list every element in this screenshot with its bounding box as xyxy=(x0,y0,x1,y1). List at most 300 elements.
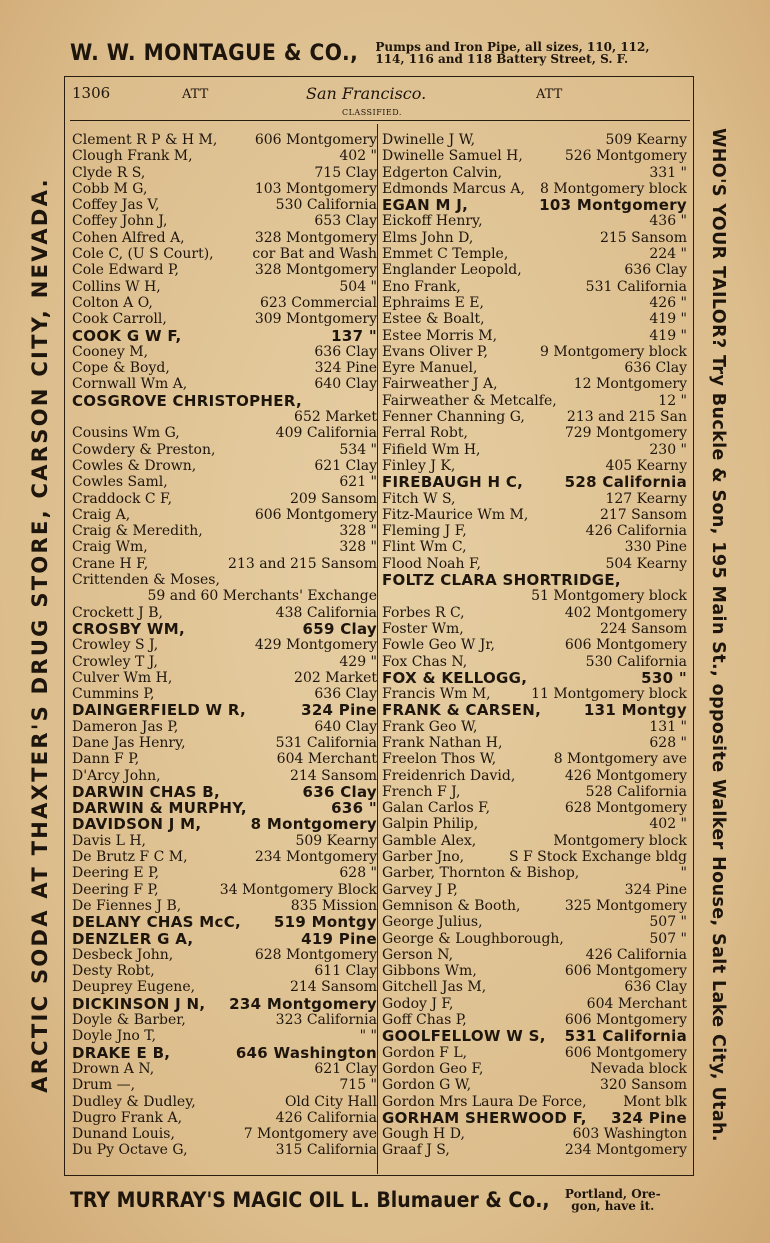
entry-address: 131 Montgy xyxy=(583,702,687,719)
directory-entry xyxy=(382,996,687,1012)
entry-address: 729 Montgomery xyxy=(564,425,687,442)
entry-address: " " xyxy=(359,1028,377,1045)
directory-entry xyxy=(72,442,377,458)
entry-name: Gemnison & Booth, xyxy=(382,897,521,914)
left-side-advertisement xyxy=(20,90,60,1180)
entry-name: Gitchell Jas M, xyxy=(382,979,487,996)
entry-address: 202 Market xyxy=(294,669,377,686)
entry-name: Crockett J B, xyxy=(72,604,163,621)
entry-name: Galpin Philip, xyxy=(382,816,479,833)
entry-address: 328 " xyxy=(339,523,377,540)
entry-address: 131 " xyxy=(649,718,687,735)
directory-entry xyxy=(72,1077,377,1093)
entry-name: CROSBY WM, xyxy=(72,619,185,638)
directory-entry xyxy=(72,393,377,409)
entry-name: DARWIN CHAS B, xyxy=(72,782,221,801)
entry-name: DAVIDSON J M, xyxy=(72,815,202,834)
entry-name: Doyle Jno T, xyxy=(72,1028,157,1045)
entry-name: DICKINSON J N, xyxy=(72,994,206,1013)
directory-entry xyxy=(382,784,687,800)
directory-entry xyxy=(72,751,377,767)
directory-entry xyxy=(72,1012,377,1028)
entry-address: 214 Sansom xyxy=(289,767,377,784)
entry-address: 402 " xyxy=(339,148,377,165)
entry-name: Cousins Wm G, xyxy=(72,425,180,442)
directory-entry xyxy=(72,279,377,295)
entry-name: Crowley T J, xyxy=(72,653,158,670)
entry-address: 214 Sansom xyxy=(289,979,377,996)
entry-name: Foster Wm, xyxy=(382,620,464,637)
entry-address: 628 Montgomery xyxy=(254,946,377,963)
entry-name: Clough Frank M, xyxy=(72,148,193,165)
entry-name: De Fiennes J B, xyxy=(72,897,182,914)
entry-address: 519 Montgy xyxy=(273,914,377,931)
entry-address: 606 Montgomery xyxy=(254,132,377,148)
entry-name: Cole C, (U S Court), xyxy=(72,246,214,263)
entry-address: 328 Montgomery xyxy=(254,262,377,279)
entry-address: 507 " xyxy=(649,914,687,931)
entry-name: FRANK & CARSEN, xyxy=(382,701,542,720)
entry-name: Estee & Boalt, xyxy=(382,311,485,328)
directory-entry xyxy=(72,719,377,735)
directory-entry xyxy=(72,523,377,539)
entry-name: Fairweather J A, xyxy=(382,376,498,393)
entry-address: S F Stock Exchange bldg xyxy=(508,849,687,866)
entry-name: Cummins P, xyxy=(72,686,155,703)
directory-entry xyxy=(72,1110,377,1126)
directory-entry xyxy=(382,230,687,246)
directory-entry xyxy=(72,539,377,555)
entry-address: 528 California xyxy=(585,783,687,800)
entry-address: 636 Clay xyxy=(624,979,687,996)
directory-entry xyxy=(382,1126,687,1142)
entry-name: Freidenrich David, xyxy=(382,767,516,784)
entry-name: Graaf J S, xyxy=(382,1142,450,1159)
directory-entry xyxy=(72,898,377,914)
entry-name: Desbeck John, xyxy=(72,946,174,963)
directory-entry xyxy=(72,1094,377,1110)
entry-address: 623 Commercial xyxy=(260,294,377,311)
entry-name: COOK G W F, xyxy=(72,326,182,345)
entry-address: Mont blk xyxy=(623,1093,687,1110)
directory-entry xyxy=(382,670,687,686)
entry-address: 835 Mission xyxy=(290,897,377,914)
entry-address: 621 Clay xyxy=(314,457,377,474)
directory-entry xyxy=(72,197,377,213)
entry-address: 528 California xyxy=(564,474,687,491)
entry-name: Edmonds Marcus A, xyxy=(382,180,525,197)
entry-address: 606 Montgomery xyxy=(254,506,377,523)
directory-entry xyxy=(72,491,377,507)
directory-entry xyxy=(72,816,377,832)
directory-entry xyxy=(382,849,687,865)
entry-name: Dwinelle Samuel H, xyxy=(382,148,523,165)
entry-name: FOLTZ CLARA SHORTRIDGE, xyxy=(382,571,621,590)
entry-name: Fenner Channing G, xyxy=(382,409,525,426)
directory-entry xyxy=(382,1012,687,1028)
entry-name: French F J, xyxy=(382,783,461,800)
directory-entry xyxy=(382,507,687,523)
entry-address: 103 Montgomery xyxy=(539,197,687,214)
directory-entry xyxy=(382,588,687,604)
entry-address: 606 Montgomery xyxy=(564,1044,687,1061)
entry-name: Drown A N, xyxy=(72,1060,155,1077)
entry-address: 715 " xyxy=(339,1077,377,1094)
entry-address: 636 Clay xyxy=(314,343,377,360)
entry-address: Nevada block xyxy=(590,1060,687,1077)
entry-address: 628 " xyxy=(649,734,687,751)
entry-name: Crittenden & Moses, xyxy=(72,572,220,589)
entry-name: Forbes R C, xyxy=(382,604,465,621)
entry-name: Garvey J P, xyxy=(382,881,458,898)
directory-entry xyxy=(72,931,377,947)
entry-address: 530 California xyxy=(585,653,687,670)
entry-name: Davis L H, xyxy=(72,832,146,849)
entry-address: 234 Montgomery xyxy=(564,1142,687,1159)
entry-name: Desty Robt, xyxy=(72,963,155,980)
entry-name: Cornwall Wm A, xyxy=(72,376,188,393)
top-ad-detail xyxy=(375,41,649,65)
entry-address: 325 Montgomery xyxy=(564,897,687,914)
directory-entry xyxy=(382,197,687,213)
directory-entry xyxy=(382,735,687,751)
entry-address: 409 California xyxy=(275,425,377,442)
directory-entry xyxy=(382,425,687,441)
directory-entry xyxy=(382,1061,687,1077)
directory-entry xyxy=(382,539,687,555)
directory-entry xyxy=(382,686,687,702)
entry-name: Evans Oliver P, xyxy=(382,343,488,360)
entry-name: Ephraims E E, xyxy=(382,294,484,311)
bottom-advertisement xyxy=(70,1180,690,1220)
entry-address: 628 " xyxy=(339,865,377,882)
directory-entry xyxy=(382,458,687,474)
directory-entry xyxy=(72,262,377,278)
entry-name: Craig & Meredith, xyxy=(72,523,203,540)
entry-address: 51 Montgomery block xyxy=(531,588,687,605)
directory-entry xyxy=(72,409,377,425)
entry-address: 604 Merchant xyxy=(276,751,377,768)
entry-address: 621 Clay xyxy=(314,1060,377,1077)
directory-entry xyxy=(382,132,687,148)
directory-entry xyxy=(72,621,377,637)
directory-entry xyxy=(382,768,687,784)
entry-name: Drum —, xyxy=(72,1077,136,1094)
entry-name: EGAN M J, xyxy=(382,196,469,215)
entry-name: Godoy J F, xyxy=(382,995,454,1012)
entry-address: 628 Montgomery xyxy=(564,800,687,817)
entry-address: 659 Clay xyxy=(302,620,377,638)
directory-entry xyxy=(72,1126,377,1142)
entry-name: George & Loughborough, xyxy=(382,930,564,947)
entry-name: Dudley & Dudley, xyxy=(72,1093,196,1110)
entry-name: Gordon Geo F, xyxy=(382,1060,484,1077)
entry-name: Dunand Louis, xyxy=(72,1126,175,1143)
entry-address: 405 Kearny xyxy=(605,457,687,474)
entry-address: 652 Market xyxy=(294,409,377,426)
entry-address: 315 California xyxy=(275,1142,377,1159)
entry-name: Frank Geo W, xyxy=(382,718,478,735)
entry-name: DENZLER G A, xyxy=(72,929,194,948)
directory-entry xyxy=(382,442,687,458)
entry-address xyxy=(302,393,377,409)
directory-entry xyxy=(72,507,377,523)
directory-entry xyxy=(72,588,377,604)
entry-address: 531 California xyxy=(585,278,687,295)
directory-entry xyxy=(382,816,687,832)
entry-name: Cook Carroll, xyxy=(72,311,167,328)
directory-entry xyxy=(382,328,687,344)
entry-address: 8 Montgomery ave xyxy=(553,751,687,768)
entry-name: Emmet C Temple, xyxy=(382,246,509,263)
entry-name: Cohen Alfred A, xyxy=(72,229,185,246)
entry-name: Gough H D, xyxy=(382,1126,465,1143)
entry-address: 127 Kearny xyxy=(605,490,687,507)
entry-name: DARWIN & MURPHY, xyxy=(72,799,247,818)
entry-name: Francis Wm M, xyxy=(382,686,491,703)
entry-name: Dane Jas Henry, xyxy=(72,734,186,751)
header-att-left: ATT xyxy=(182,87,209,102)
entry-address: 8 Montgomery xyxy=(250,816,377,833)
directory-entry xyxy=(72,947,377,963)
entry-address: 646 Washington xyxy=(235,1044,377,1061)
entry-name: Cowdery & Preston, xyxy=(72,441,216,458)
entry-address: 234 Montgomery xyxy=(229,995,377,1013)
directory-entry xyxy=(72,376,377,392)
entry-name: GORHAM SHERWOOD F, xyxy=(382,1108,587,1127)
directory-entry xyxy=(72,702,377,718)
entry-address: 324 Pine xyxy=(301,702,377,719)
entry-name: Clyde R S, xyxy=(72,164,146,181)
directory-entry xyxy=(382,311,687,327)
entry-name: FIREBAUGH H C, xyxy=(382,473,524,492)
entry-name: Craddock C F, xyxy=(72,490,173,507)
entry-name: FOX & KELLOGG, xyxy=(382,668,528,687)
directory-entry xyxy=(72,295,377,311)
entry-name: Dameron Jas P, xyxy=(72,718,179,735)
directory-entry xyxy=(382,947,687,963)
entry-address: " xyxy=(680,865,687,882)
directory-entry xyxy=(382,719,687,735)
entry-name: Fitz-Maurice Wm M, xyxy=(382,506,529,523)
directory-entry xyxy=(382,621,687,637)
entry-address: 504 Kearny xyxy=(605,555,687,572)
bottom-ad-detail xyxy=(565,1188,661,1212)
entry-name: Gordon G W, xyxy=(382,1077,472,1094)
right-column xyxy=(382,132,687,1159)
entry-name: Freelon Thos W, xyxy=(382,751,497,768)
directory-entry xyxy=(72,768,377,784)
entry-address: 606 Montgomery xyxy=(564,963,687,980)
entry-address: Montgomery block xyxy=(553,832,687,849)
entry-address: 653 Clay xyxy=(314,213,377,230)
entry-name: Ferral Robt, xyxy=(382,425,468,442)
entry-address: 230 " xyxy=(649,441,687,458)
directory-entry xyxy=(72,1045,377,1061)
top-advertisement xyxy=(70,36,690,70)
entry-name: GOOLFELLOW W S, xyxy=(382,1027,546,1046)
entry-name: Fitch W S, xyxy=(382,490,456,507)
entry-address: 324 Pine xyxy=(314,360,377,377)
directory-entry xyxy=(72,784,377,800)
directory-entry xyxy=(382,654,687,670)
entry-address: 419 " xyxy=(649,311,687,328)
entry-name: D'Arcy John, xyxy=(72,767,161,784)
directory-entry xyxy=(382,181,687,197)
entry-address: 531 California xyxy=(564,1028,687,1045)
directory-entry xyxy=(382,865,687,881)
entry-address: 324 Pine xyxy=(624,881,687,898)
entry-name: DELANY CHAS McC, xyxy=(72,913,242,932)
entry-name: Fowle Geo W Jr, xyxy=(382,637,495,654)
entry-address: 328 Montgomery xyxy=(254,229,377,246)
directory-entry xyxy=(72,833,377,849)
entry-name: Cope & Boyd, xyxy=(72,360,170,377)
header-att-right: ATT xyxy=(536,87,563,102)
directory-entry xyxy=(72,572,377,588)
directory-entry xyxy=(72,800,377,816)
entry-name: Dugro Frank A, xyxy=(72,1109,183,1126)
section-label: CLASSIFIED. xyxy=(342,108,402,117)
directory-entry xyxy=(72,458,377,474)
directory-entry xyxy=(382,409,687,425)
directory-entry xyxy=(382,1028,687,1044)
directory-entry xyxy=(72,474,377,490)
entry-name: George Julius, xyxy=(382,914,483,931)
entry-name: Cooney M, xyxy=(72,343,149,360)
right-side-ad-text: WHO'S YOUR TAILOR? Try Buckle & Son, 195 Main St., opposite Walker House, Salt Lake City, Utah. xyxy=(708,128,728,1142)
directory-entry xyxy=(382,376,687,392)
entry-address: 103 Montgomery xyxy=(254,180,377,197)
entry-address: 426 Montgomery xyxy=(564,767,687,784)
entry-name: Craig Wm, xyxy=(72,539,148,556)
entry-address: 438 California xyxy=(275,604,377,621)
entry-address: 429 " xyxy=(339,653,377,670)
directory-entry xyxy=(72,1028,377,1044)
entry-name: Flint Wm C, xyxy=(382,539,467,556)
left-side-ad-text: ARCTIC SODA AT THAXTER'S DRUG STORE, CARSON CITY, NEVADA. xyxy=(28,177,52,1093)
entry-name: Gibbons Wm, xyxy=(382,963,477,980)
header-rule xyxy=(70,120,690,121)
entry-address: 636 Clay xyxy=(314,686,377,703)
directory-entry xyxy=(72,670,377,686)
directory-entry xyxy=(382,800,687,816)
entry-address: 436 " xyxy=(649,213,687,230)
top-ad-detail-line1: Pumps and Iron Pipe, all sizes, 110, 112, xyxy=(375,40,650,54)
directory-entry xyxy=(72,865,377,881)
entry-address: 426 California xyxy=(585,523,687,540)
entry-name: Eno Frank, xyxy=(382,278,461,295)
directory-entry xyxy=(382,979,687,995)
directory-entry xyxy=(72,425,377,441)
entry-address: 320 Sansom xyxy=(599,1077,687,1094)
entry-name: Gordon Mrs Laura De Force, xyxy=(382,1093,587,1110)
entry-address: 12 " xyxy=(658,392,687,409)
entry-address: 234 Montgomery xyxy=(254,849,377,866)
directory-entry xyxy=(72,882,377,898)
directory-entry xyxy=(72,181,377,197)
entry-address xyxy=(621,572,687,588)
entry-name: Culver Wm H, xyxy=(72,669,173,686)
entry-name: Cowles & Drown, xyxy=(72,457,197,474)
directory-entry xyxy=(382,882,687,898)
directory-entry xyxy=(382,474,687,490)
entry-address: 224 Sansom xyxy=(599,620,687,637)
entry-name: COSGROVE CHRISTOPHER, xyxy=(72,391,302,410)
bottom-ad-detail-line1: Portland, Ore- xyxy=(564,1187,661,1201)
entry-name: De Brutz F C M, xyxy=(72,849,188,866)
entry-address: 426 California xyxy=(275,1109,377,1126)
entry-address: 636 Clay xyxy=(624,262,687,279)
directory-entry xyxy=(382,556,687,572)
directory-entry xyxy=(382,1045,687,1061)
directory-entry xyxy=(72,360,377,376)
entry-address: 526 Montgomery xyxy=(564,148,687,165)
entry-address: 606 Montgomery xyxy=(564,1012,687,1029)
directory-entry xyxy=(382,523,687,539)
directory-entry xyxy=(382,833,687,849)
entry-name: Fox Chas N, xyxy=(382,653,468,670)
entry-address: 534 " xyxy=(339,441,377,458)
entry-address: 34 Montgomery Block xyxy=(219,881,377,898)
directory-entry xyxy=(72,246,377,262)
left-column xyxy=(72,132,377,1159)
entry-address: 636 " xyxy=(331,800,377,817)
entry-address: 331 " xyxy=(649,164,687,181)
directory-entry xyxy=(382,898,687,914)
entry-name: Cole Edward P, xyxy=(72,262,180,279)
entry-name: Elms John D, xyxy=(382,229,474,246)
entry-address: 9 Montgomery block xyxy=(540,343,687,360)
entry-address: 59 and 60 Merchants' Exchange xyxy=(147,588,377,605)
directory-entry xyxy=(382,491,687,507)
entry-name: Eyre Manuel, xyxy=(382,360,478,377)
page-header xyxy=(70,84,690,106)
directory-entry xyxy=(72,311,377,327)
entry-address: 530 California xyxy=(275,197,377,214)
directory-entry xyxy=(382,148,687,164)
entry-address: 636 Clay xyxy=(624,360,687,377)
entry-name: Goff Chas P, xyxy=(382,1012,467,1029)
directory-entry xyxy=(72,849,377,865)
entry-name: Colton A O, xyxy=(72,294,153,311)
entry-name: Fifield Wm H, xyxy=(382,441,481,458)
entry-address: 507 " xyxy=(649,930,687,947)
directory-entry xyxy=(382,1110,687,1126)
directory-entry xyxy=(72,996,377,1012)
entry-address: 224 " xyxy=(649,246,687,263)
entry-address: 11 Montgomery block xyxy=(531,686,687,703)
entry-name: Deering E P, xyxy=(72,865,160,882)
entry-name: Gerson N, xyxy=(382,946,454,963)
directory-entry xyxy=(72,654,377,670)
entry-address: 603 Washington xyxy=(572,1126,687,1143)
entry-name: Crane H F, xyxy=(72,555,149,572)
directory-entry xyxy=(72,963,377,979)
entry-address: 12 Montgomery xyxy=(573,376,687,393)
directory-entry xyxy=(382,963,687,979)
entry-name: Frank Nathan H, xyxy=(382,734,503,751)
directory-entry xyxy=(382,572,687,588)
entry-address: 429 Montgomery xyxy=(254,637,377,654)
entry-name: Doyle & Barber, xyxy=(72,1012,186,1029)
right-side-advertisement xyxy=(698,90,738,1180)
header-city: San Francisco. xyxy=(306,84,427,103)
entry-address: 504 " xyxy=(339,278,377,295)
entry-address: 509 Kearny xyxy=(295,832,377,849)
directory-entry xyxy=(72,979,377,995)
directory-entry xyxy=(72,686,377,702)
